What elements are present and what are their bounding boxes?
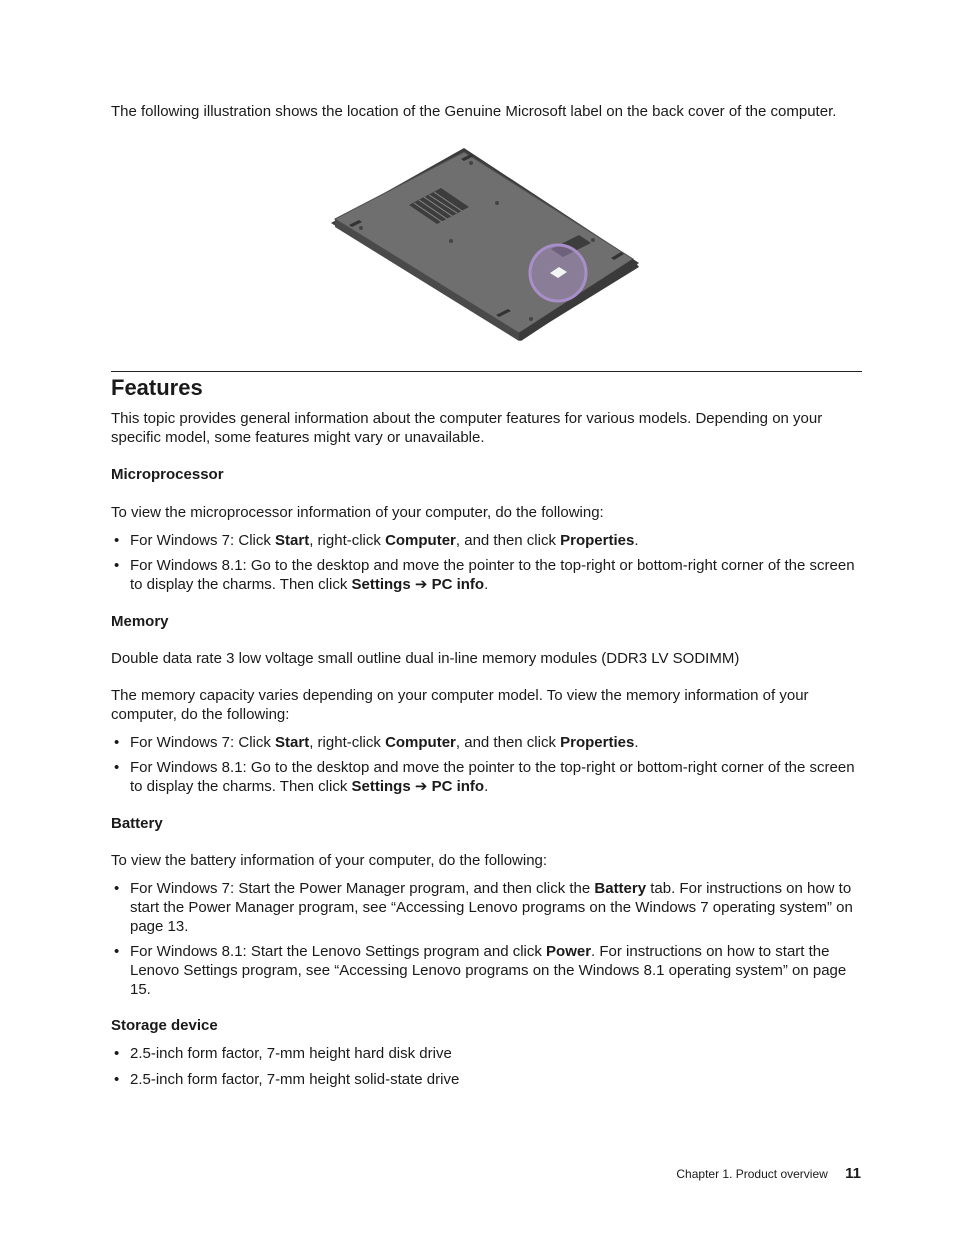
list-item: • For Windows 7: Start the Power Manager program, and then click the Battery tab. For instructions on how to start the Power Manager program, see “Accessing Lenovo programs on the Windows 7 operating system” on page 13. [111, 879, 862, 936]
section-title: Features [111, 375, 203, 400]
list-item: • For Windows 8.1: Go to the desktop and move the pointer to the top-right or bottom-right corner of the screen to display the charms. Then click Settings ➔ PC info. [111, 758, 862, 796]
memory-heading: Memory [111, 613, 169, 630]
memory-text-2: The memory capacity varies depending on your computer model. To view the memory information of your computer, do the following: [111, 687, 809, 723]
battery-text: To view the battery information of your computer, do the following: [111, 852, 548, 869]
laptop-bottom-illustration [321, 145, 641, 345]
storage-heading: Storage device [111, 1017, 218, 1034]
battery-heading: Battery [111, 815, 163, 832]
list-item: • 2.5-inch form factor, 7-mm height hard disk drive [111, 1044, 862, 1063]
list-item: • For Windows 8.1: Go to the desktop and move the pointer to the top-right or bottom-right corner of the screen to display the charms. Then click Settings ➔ PC info. [111, 556, 862, 594]
list-item: • 2.5-inch form factor, 7-mm height solid-state drive [111, 1070, 862, 1089]
page-number: 11 [845, 1165, 861, 1182]
microprocessor-heading: Microprocessor [111, 466, 224, 483]
memory-text-1: Double data rate 3 low voltage small outline dual in-line memory modules (DDR3 LV SODIMM) [111, 650, 740, 667]
footer-chapter: Chapter 1. Product overview [676, 1167, 828, 1181]
list-item: • For Windows 7: Click Start, right-click Computer, and then click Properties. [111, 531, 862, 550]
memory-list [111, 733, 862, 802]
microprocessor-list [111, 531, 862, 600]
list-item: • For Windows 8.1: Start the Lenovo Settings program and click Power. For instructions on how to start the Lenovo Settings program, see “Accessing Lenovo programs on the Windows 8.1 operating system” on page 15. [111, 942, 862, 999]
arrow-icon: ➔ [410, 778, 432, 795]
features-description: This topic provides general information about the computer features for various models. Depending on your specific model, some features might vary or unavailable. [111, 410, 823, 446]
battery-list [111, 879, 862, 1005]
storage-list [111, 1044, 862, 1095]
microprocessor-text: To view the microprocessor information of your computer, do the following: [111, 504, 604, 521]
page-footer [676, 1164, 861, 1184]
intro-text: The following illustration shows the location of the Genuine Microsoft label on the back cover of the computer. [111, 103, 837, 120]
section-divider [111, 371, 862, 372]
list-item: • For Windows 7: Click Start, right-click Computer, and then click Properties. [111, 733, 862, 752]
arrow-icon: ➔ [410, 576, 432, 593]
